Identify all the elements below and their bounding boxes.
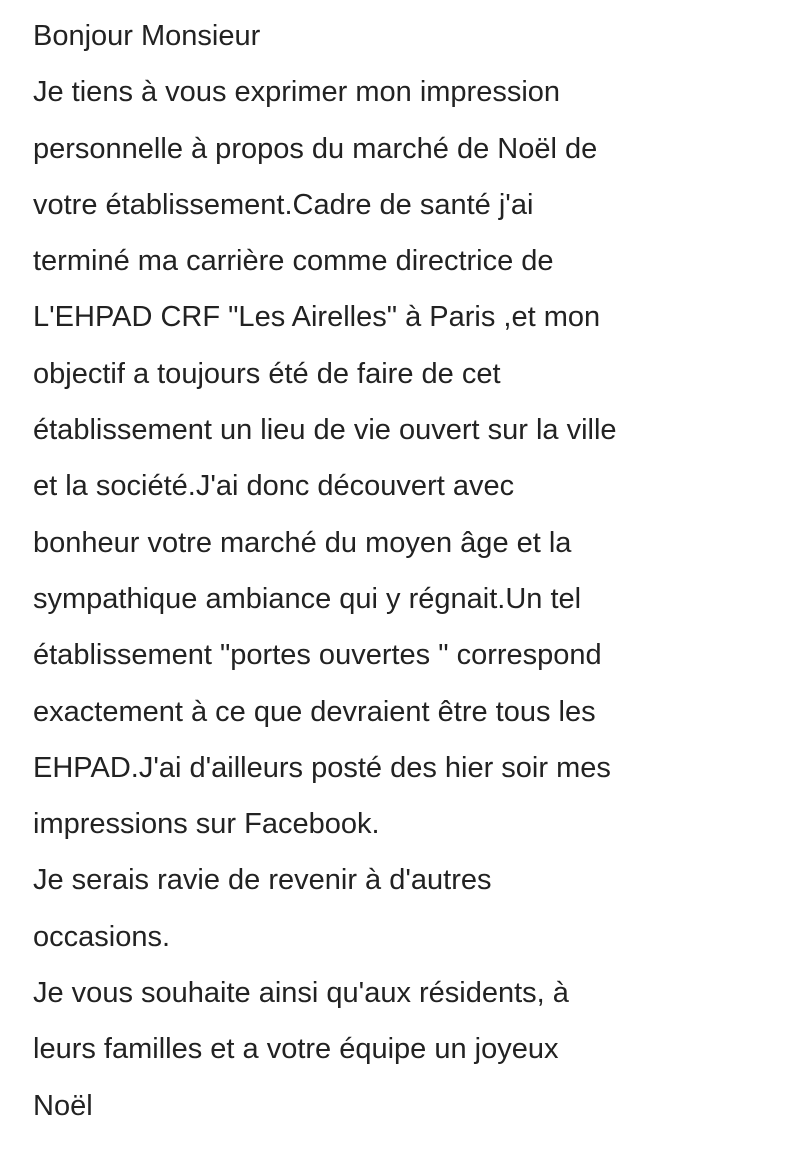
message-line: Je serais ravie de revenir à d'autres bbox=[33, 864, 492, 897]
message-line: occasions. bbox=[33, 920, 171, 953]
message-line: exactement à ce que devraient être tous les bbox=[33, 695, 596, 728]
message-line: leurs familles et a votre équipe un joyeux bbox=[33, 1033, 559, 1066]
message-line: sympathique ambiance qui y régnait.Un tel bbox=[33, 582, 582, 615]
message-line: objectif a toujours été de faire de cet bbox=[33, 357, 501, 390]
message-line: terminé ma carrière comme directrice de bbox=[33, 245, 554, 278]
message-line: Bonjour Monsieur bbox=[33, 20, 261, 52]
message-line: personnelle à propos du marché de Noël de bbox=[33, 132, 598, 165]
message-line: et la société.J'ai donc découvert avec bbox=[33, 470, 515, 503]
message-line: EHPAD.J'ai d'ailleurs posté des hier soir mes bbox=[33, 751, 611, 784]
message-line: L'EHPAD CRF "Les Airelles" à Paris ,et mon bbox=[33, 301, 601, 334]
message-line: établissement un lieu de vie ouvert sur la ville bbox=[33, 414, 617, 447]
message-line: Je vous souhaite ainsi qu'aux résidents, à bbox=[33, 977, 569, 1010]
message-line: Noël bbox=[33, 1089, 93, 1122]
message-body bbox=[33, 8, 790, 1134]
message-line: impressions sur Facebook. bbox=[33, 808, 380, 841]
message-line: Je tiens à vous exprimer mon impression bbox=[33, 76, 561, 109]
message-line: établissement "portes ouvertes " correspond bbox=[33, 639, 602, 672]
message-line: votre établissement.Cadre de santé j'ai bbox=[33, 188, 534, 221]
message-line: bonheur votre marché du moyen âge et la bbox=[33, 526, 572, 559]
